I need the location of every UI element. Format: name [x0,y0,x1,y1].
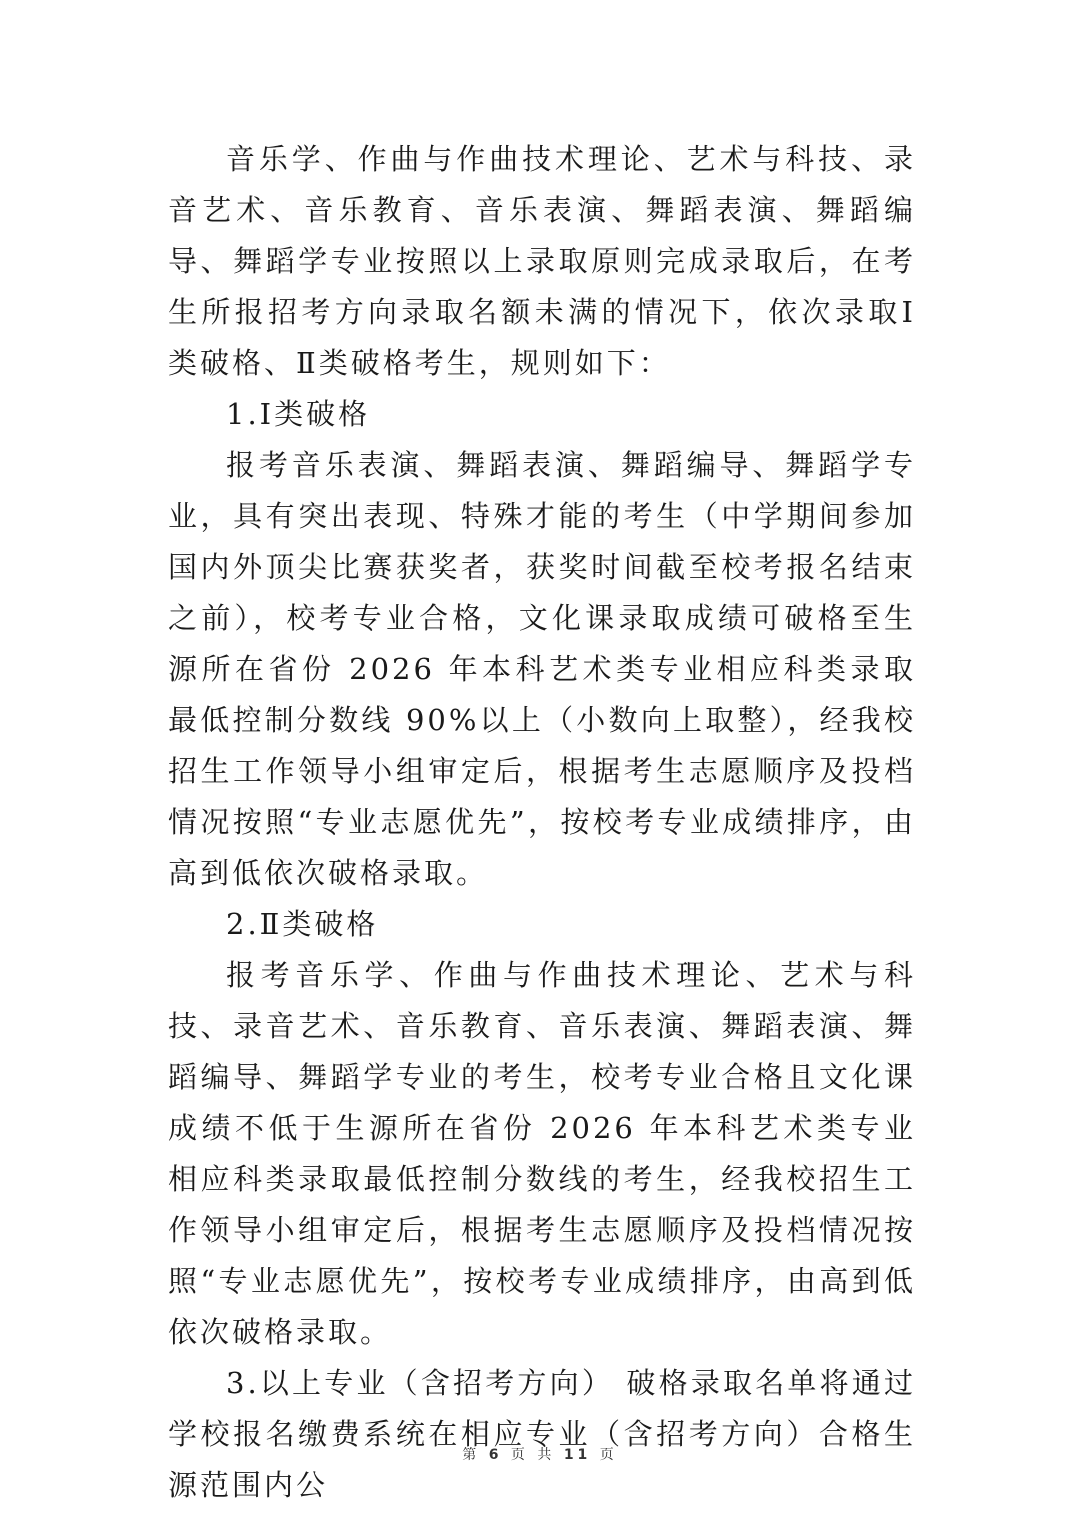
heading-class-2: 2.Ⅱ类破格 [226,907,379,941]
paragraph-class-2: 报考音乐学、作曲与作曲技术理论、艺术与科技、录音艺术、音乐教育、音乐表演、舞蹈表演、舞蹈编导、舞蹈学专业的考生，校考专业合格且文化课成绩不低于生源所在省份 2026 年本科艺术类专业相应科类录取最低控制分数线的考生，经我校招生工作领导小组审定后，根据考生志愿顺序及投档情况按照“专业志愿优先”，按校考专业成绩排序，由高到低依次破格录取。 [168,958,916,1349]
footer-total-pages: 11 [563,1447,592,1463]
paragraph-3: 3.以上专业（含招考方向） 破格录取名单将通过学校报名缴费系统在相应专业（含招考方向）合格生源范围内公 [168,1366,916,1502]
footer-page-number: 6 [488,1447,503,1463]
footer-suffix: 页 [599,1447,618,1463]
paragraph-intro: 音乐学、作曲与作曲技术理论、艺术与科技、录音艺术、音乐教育、音乐表演、舞蹈表演、舞蹈编导、舞蹈学专业按照以上录取原则完成录取后，在考生所报招考方向录取名额未满的情况下，依次录取Ⅰ类破格、Ⅱ类破格考生，规则如下： [168,142,916,380]
page-footer [0,1444,1080,1464]
footer-prefix: 第 [462,1447,481,1463]
heading-class-1: 1.Ⅰ类破格 [226,397,371,431]
paragraph-class-1: 报考音乐表演、舞蹈表演、舞蹈编导、舞蹈学专业，具有突出表现、特殊才能的考生（中学期间参加国内外顶尖比赛获奖者，获奖时间截至校考报名结束之前），校考专业合格，文化课录取成绩可破格至生源所在省份 2026 年本科艺术类专业相应科类录取最低控制分数线 90%以上（小数向上取整），经我校招生工作领导小组审定后，根据考生志愿顺序及投档情况按照“专业志愿优先”，按校考专业成绩排序，由高到低依次破格录取。 [168,448,916,890]
document-body [168,134,916,1511]
footer-middle: 页 共 [510,1447,556,1463]
